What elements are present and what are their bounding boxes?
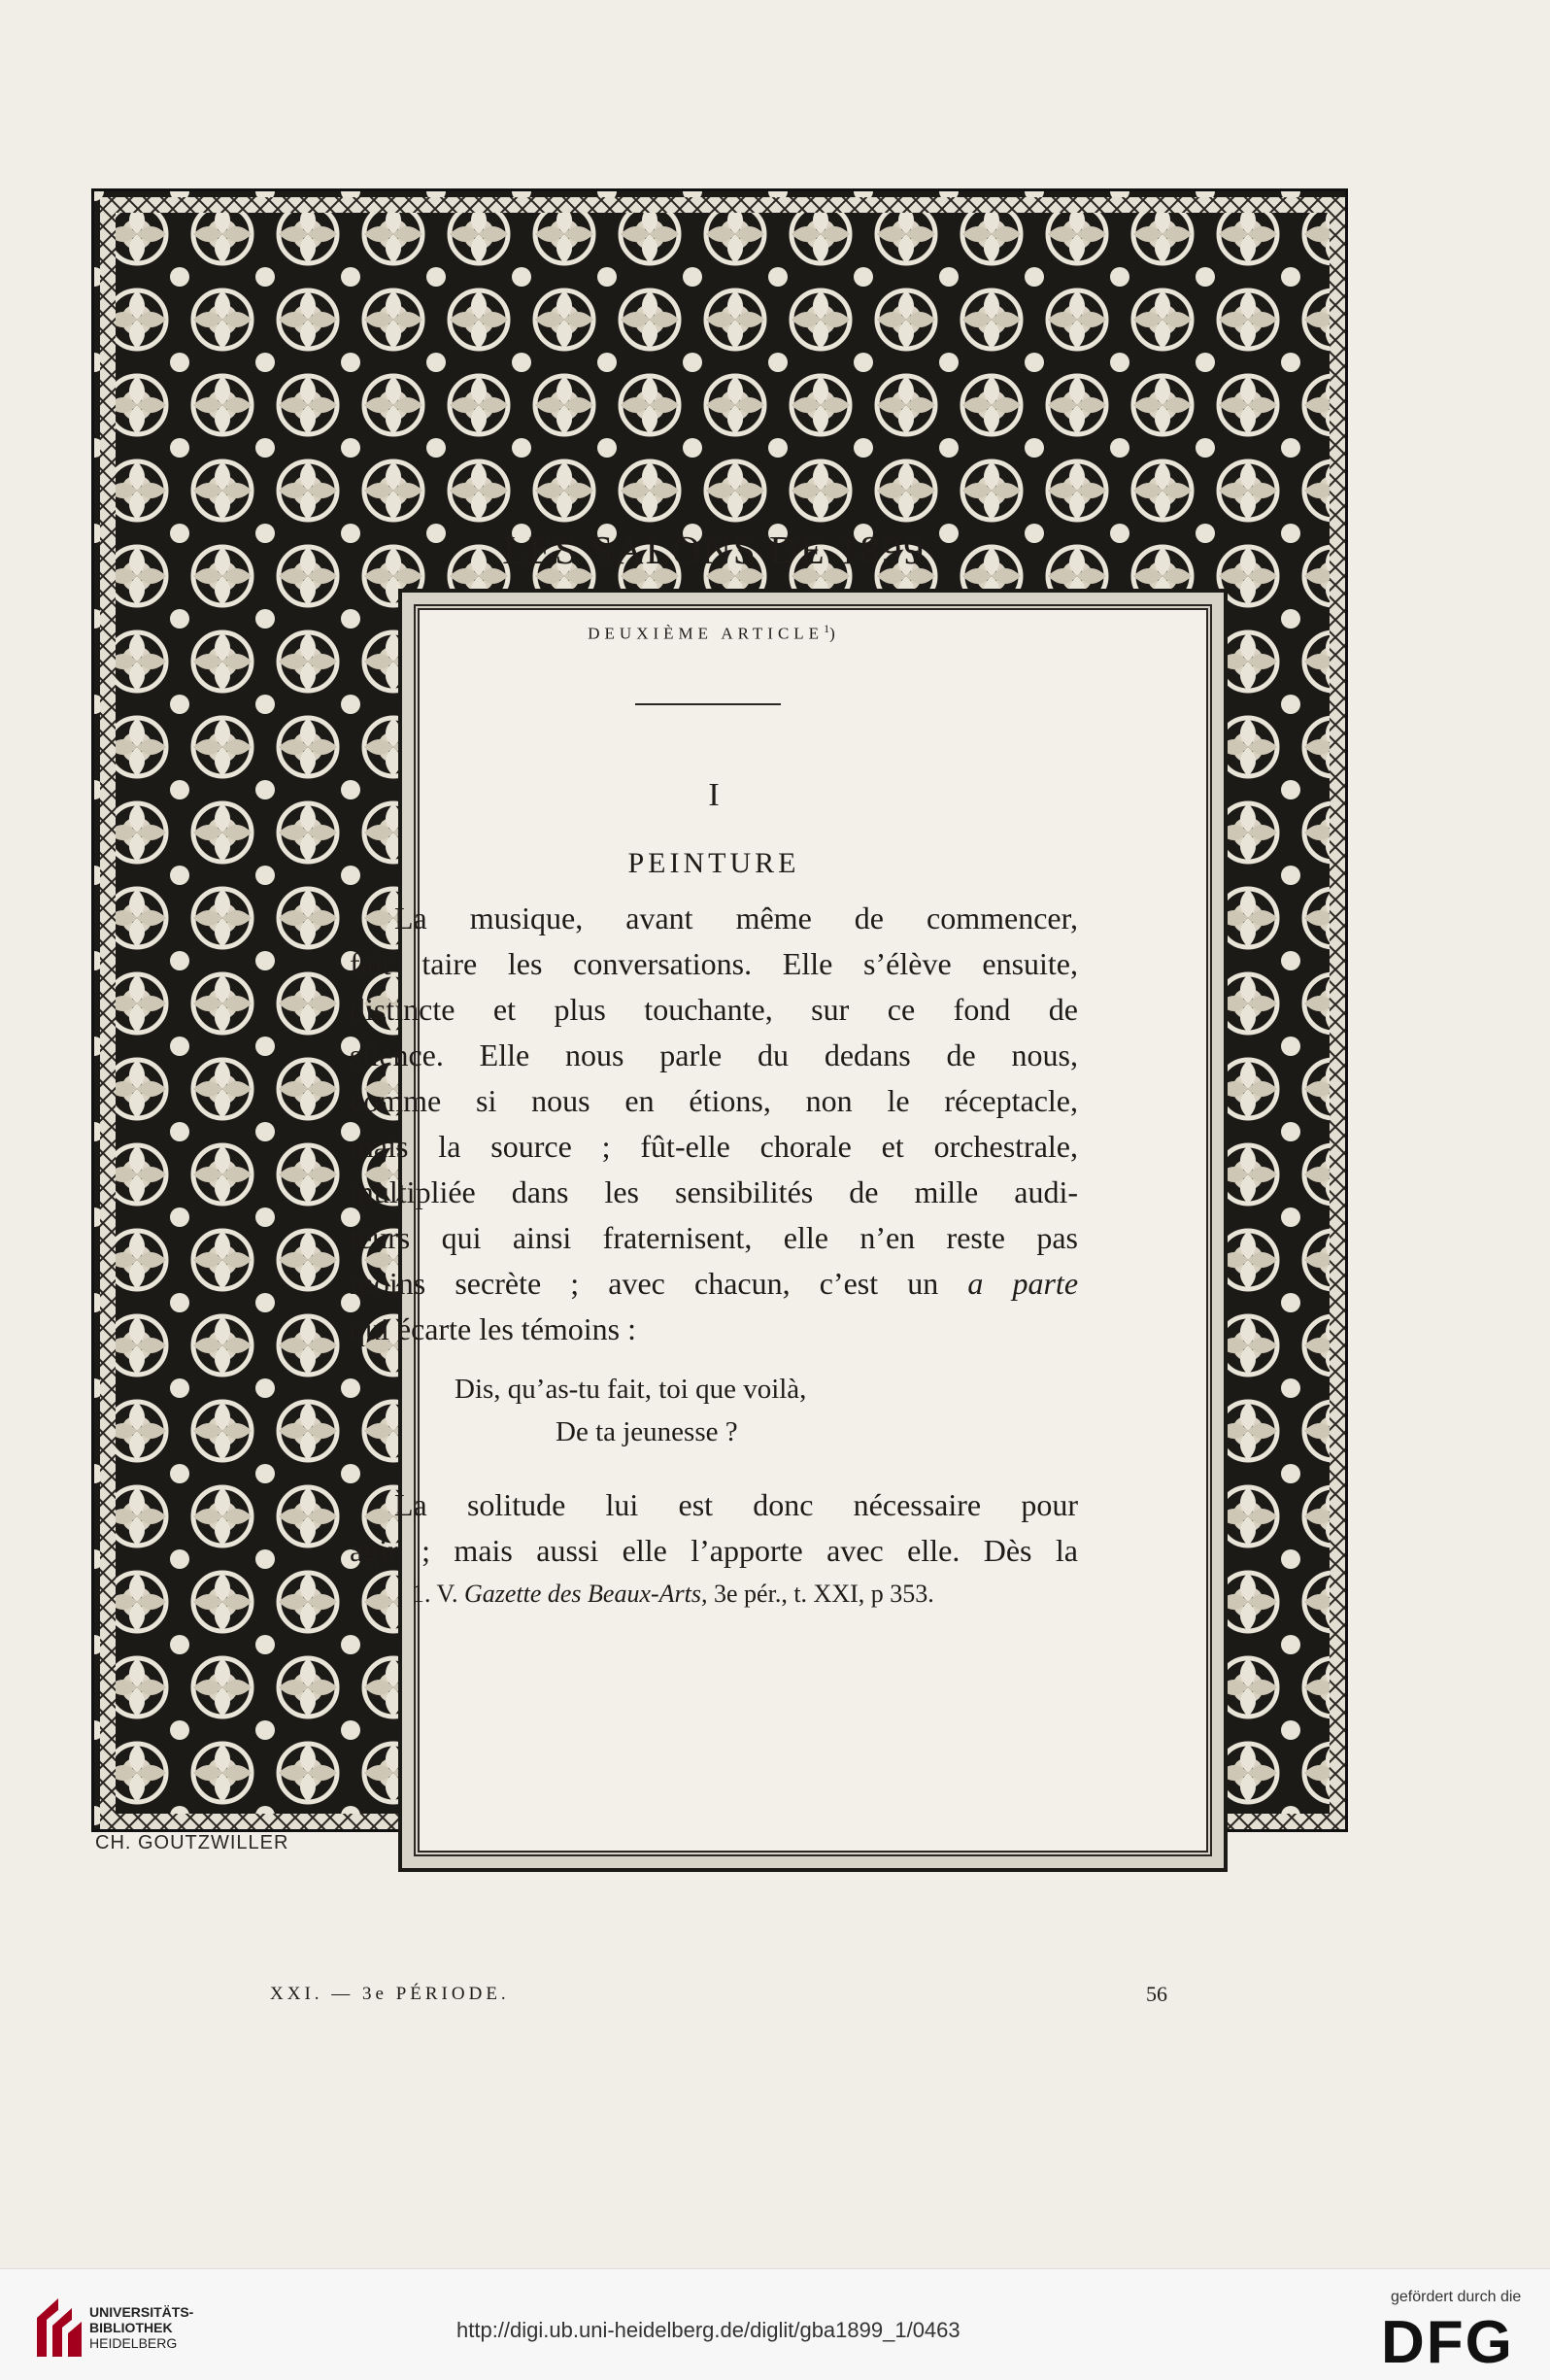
text-line: mais la source ; fût-elle chorale et orchestrale, [350, 1129, 1078, 1164]
text-line: multipliée dans les sensibilités de mille audi- [350, 1174, 1078, 1209]
text-line: La solitude lui est donc nécessaire pour [394, 1487, 1078, 1522]
university-logo-icon[interactable] [29, 2289, 87, 2366]
subtitle-close: ) [829, 624, 840, 643]
footnote-reference: 3e pér., t. XXI, p 353. [714, 1580, 934, 1608]
institution-line: HEIDELBERG [89, 2335, 178, 2351]
paragraph-2 [350, 1482, 1078, 1574]
text-fragment: moins secrète ; avec chacun, c’est un [350, 1266, 939, 1301]
page-number: 56 [1146, 1982, 1167, 2006]
engraver-signature: CH. GOUTZWILLER [95, 1832, 289, 1853]
text-line: agir ; mais aussi elle l’apporte avec elle. Dès la [350, 1533, 1078, 1568]
funding-note: gefördert durch die [1391, 2289, 1522, 2305]
text-line: comme si nous en étions, non le réceptacle, [350, 1083, 1078, 1118]
dfg-logo[interactable]: DFG [1381, 2309, 1514, 2376]
institution-name [89, 2304, 193, 2351]
footnote-journal: Gazette des Beaux-Arts, [463, 1580, 708, 1608]
paragraph-1 [350, 896, 1078, 1352]
running-head-volume: XXI. — 3e PÉRIODE. [270, 1984, 510, 2004]
title-divider [635, 703, 781, 705]
text-line: La musique, avant même de commencer, [394, 901, 1078, 935]
text-line: silence. Elle nous parle du dedans de nous, [350, 1037, 1078, 1072]
permalink-url[interactable]: http://digi.ub.uni-heidelberg.de/diglit/gba1899_1/0463 [456, 2318, 960, 2342]
verse-line: De ta jeunesse ? [556, 1416, 738, 1447]
article-title: LES SALONS DE 1899 [502, 527, 926, 572]
article-subtitle [350, 622, 1078, 644]
verse-line: Dis, qu’as-tu fait, toi que voilà, [455, 1374, 807, 1405]
text-line: qui écarte les témoins : [350, 1311, 637, 1346]
italic-a-parte: a parte [967, 1266, 1079, 1301]
subtitle-text: DEUXIÈME ARTICLE [588, 624, 825, 643]
text-line: fait taire les conversations. Elle s’élève ensuite, [350, 946, 1078, 981]
section-heading: PEINTURE [627, 847, 800, 879]
footnote [412, 1580, 934, 1609]
institution-line: UNIVERSITÄTS- [89, 2304, 194, 2320]
footnote-number: 1. V. [412, 1580, 458, 1608]
subtitle-footnote-mark: 1 [824, 622, 830, 635]
text-line-with-italic [350, 1261, 1078, 1307]
institution-line: BIBLIOTHEK [89, 2320, 173, 2335]
footer-bar [0, 2268, 1550, 2380]
text-line: teurs qui ainsi fraternisent, elle n’en reste pas [350, 1220, 1078, 1255]
verse-quote [350, 1368, 1078, 1453]
section-number: I [708, 777, 720, 813]
text-line: distincte et plus touchante, sur ce fond de [350, 992, 1078, 1027]
